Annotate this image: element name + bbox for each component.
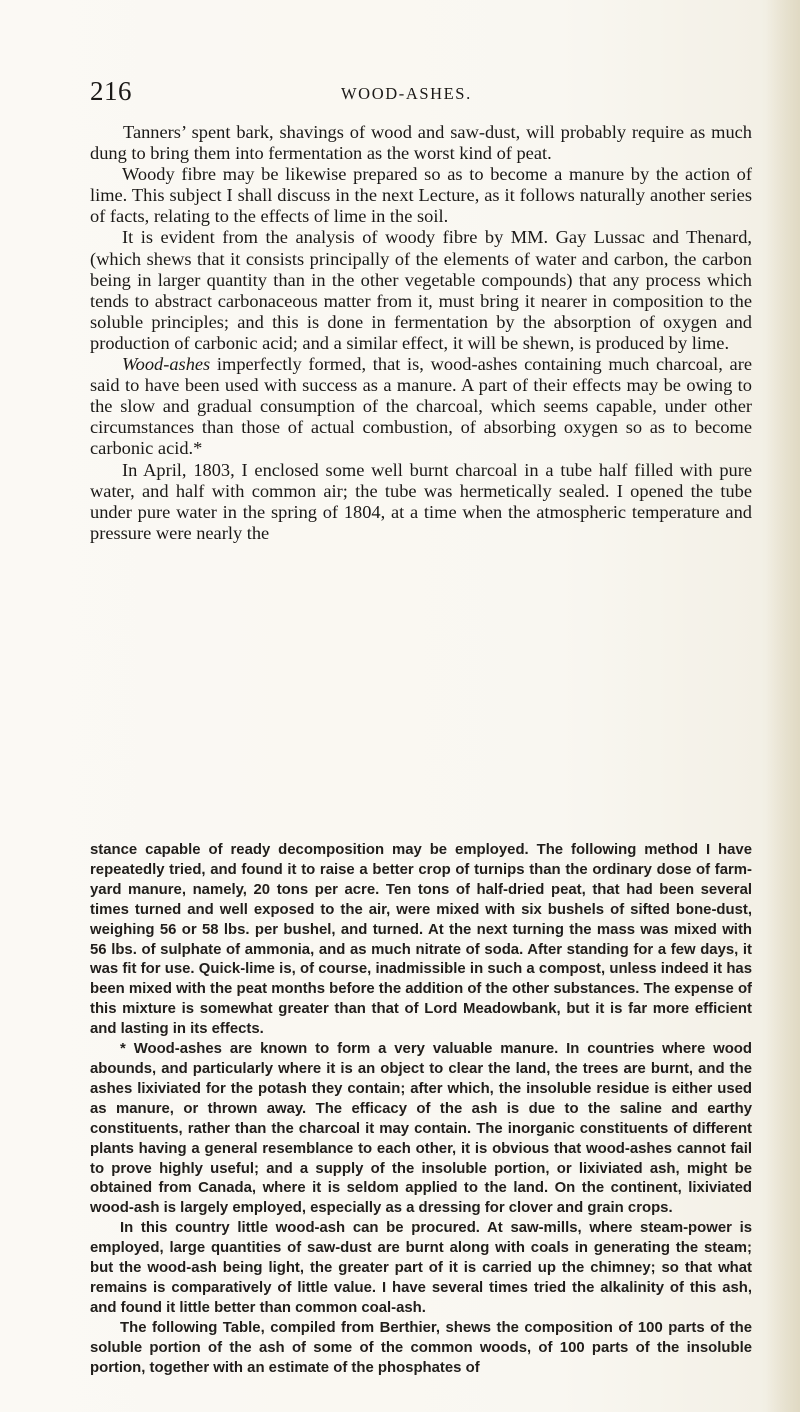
page-edge-shading [766,0,800,1412]
wood-ashes-italic-term: Wood-ashes [122,354,211,375]
footnote-continued-compost: stance capable of ready decomposition may be employed. The following method I have repeatedly tried, and found it to raise a better crop of turnips than the ordinary dose of farm-yard manure, namely, 20 tons per acre. Ten tons of half-dried peat, that had been several times turned and well exposed to the air, were mixed with six bushels of sifted bone-dust, weighing 56 or 58 lbs. per bushel, and turned. At the next turning the mass was mixed with 56 lbs. of sulphate of ammonia, and as much nitrate of soda. After standing for a few days, it was fit for use. Quick-lime is, of course, inadmissible in such a compost, unless indeed it has been mixed with the peat months before the addition of the other substances. The expense of this mixture is somewhat greater than that of Lord Meadowbank, but it is far more efficient and lasting in its effects. [90,842,752,1038]
paragraph-analysis-woody-fibre: It is evident from the analysis of woody fibre by MM. Gay Lussac and Thenard, (which shews that it consists principally of the elements of water and carbon, the carbon being in larger quantity than in the other vegetable compounds) that any process which tends to abstract carbonaceous matter from it, must bring it nearer in composition to the soluble principles; and this is done in fermentation by the absorption of oxygen and production of carbonic acid; and a similar effect, it will be shewn, is produced by lime. [90,227,752,353]
page-header [90,76,730,110]
footnote-berthier-table: The following Table, compiled from Berthier, shews the composition of 100 parts of the soluble portion of the ash of some of the common woods, of 100 parts of the insoluble portion, together with an estimate of the phosphates of [90,1319,752,1376]
paragraph-wood-ashes-text: imperfectly formed, that is, wood-ashes containing much charcoal, are said to have been used with success as a manure. A part of their effects may be owing to the slow and gradual consumption of the charcoal, which seems capable, under other circumstances than those of actual combustion, of absorbing oxygen so as to become carbonic acid.* [90,354,752,459]
paragraph-charcoal-experiment: In April, 1803, I enclosed some well burnt charcoal in a tube half filled with pure water, and half with common air; the tube was hermetically sealed. I opened the tube under pure water in the spring of 1804, at a time when the atmospheric temperature and pressure were nearly the [90,459,752,543]
main-text [90,122,752,544]
page-number: 216 [90,76,132,106]
paragraph-woody-fibre-lime: Woody fibre may be likewise prepared so as to become a manure by the action of lime. This subject I shall discuss in the next Lecture, as it follows naturally another series of facts, relating to the effects of lime in the soil. [90,164,752,227]
paragraph-spent-bark: Tanners’ spent bark, shavings of wood and saw-dust, will probably require as much dung to bring them into fermentation as the worst kind of peat. [90,122,752,164]
running-head: WOOD-ASHES. [341,84,472,103]
footnote-wood-ashes-manure: * Wood-ashes are known to form a very valuable manure. In countries where wood abounds, and particularly where it is an object to clear the land, the trees are burnt, and the ashes lixiviated for the potash they contain; after which, the insoluble residue is either used as manure, or thrown away. The efficacy of the ash is due to the saline and earthy constituents, rather than the charcoal it may contain. The inorganic constituents of different plants having a general resemblance to each other, it is obvious that wood-ashes cannot fail to prove highly useful; and a supply of the insoluble portion, or lixiviated ash, might be obtained from Canada, where it is seldom applied to the land. On the continent, lixiviated wood-ash is largely employed, especially as a dressing for clover and grain crops. [90,1041,752,1217]
footnotes [90,841,752,1378]
footnote-saw-mills: In this country little wood-ash can be procured. At saw-mills, where steam-power is employed, large quantities of saw-dust are burnt along with coals in generating the steam; but the wood-ash being light, the greater part of it is carried up the chimney; so that what remains is comparatively of little value. I have several times tried the alkalinity of this ash, and found it little better than common coal-ash. [90,1220,752,1316]
paragraph-wood-ashes [90,354,752,459]
